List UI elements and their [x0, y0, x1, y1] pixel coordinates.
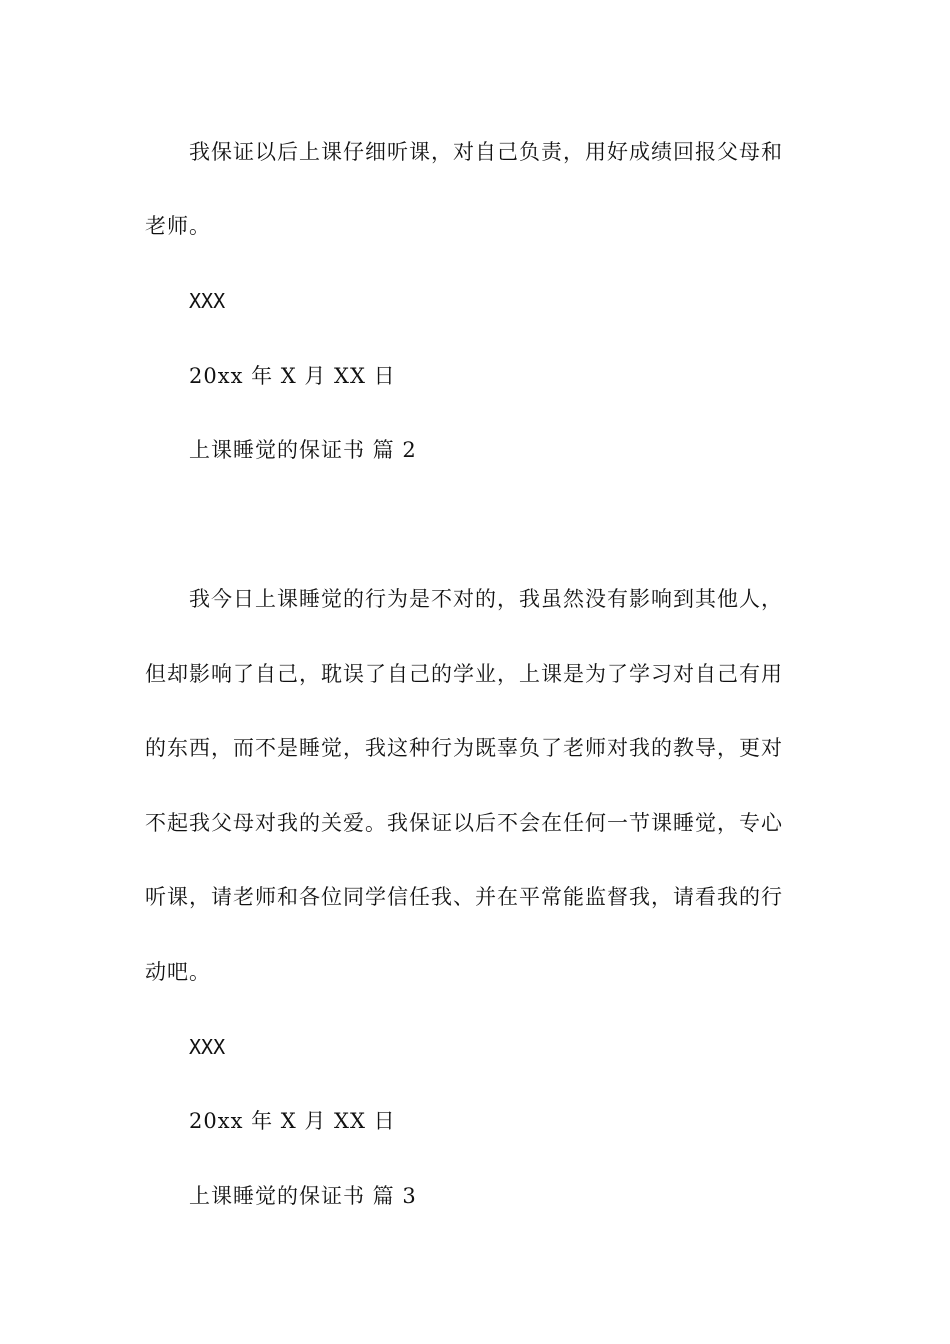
paragraph-line: 听课，请老师和各位同学信任我、并在平常能监督我，请看我的行: [145, 885, 783, 909]
paragraph-line: 不起我父母对我的关爱。我保证以后不会在任何一节课睡觉，专心: [145, 811, 783, 835]
paragraph-line: 动吧。: [145, 960, 211, 984]
paragraph-line: 我今日上课睡觉的行为是不对的，我虽然没有影响到其他人，: [189, 587, 783, 611]
section-heading: 上课睡觉的保证书 篇 2: [189, 438, 417, 462]
date: 20xx 年 X 月 XX 日: [189, 1109, 396, 1133]
section-heading: 上课睡觉的保证书 篇 3: [189, 1184, 417, 1208]
signature: XXX: [189, 289, 226, 313]
paragraph-line: 我保证以后上课仔细听课，对自己负责，用好成绩回报父母和: [189, 140, 783, 164]
date: 20xx 年 X 月 XX 日: [189, 364, 396, 388]
signature: XXX: [189, 1035, 226, 1059]
paragraph-line: 的东西，而不是睡觉，我这种行为既辜负了老师对我的教导，更对: [145, 736, 783, 760]
paragraph-line: 老师。: [145, 214, 211, 238]
paragraph-line: 但却影响了自己，耽误了自己的学业，上课是为了学习对自己有用: [145, 662, 783, 686]
